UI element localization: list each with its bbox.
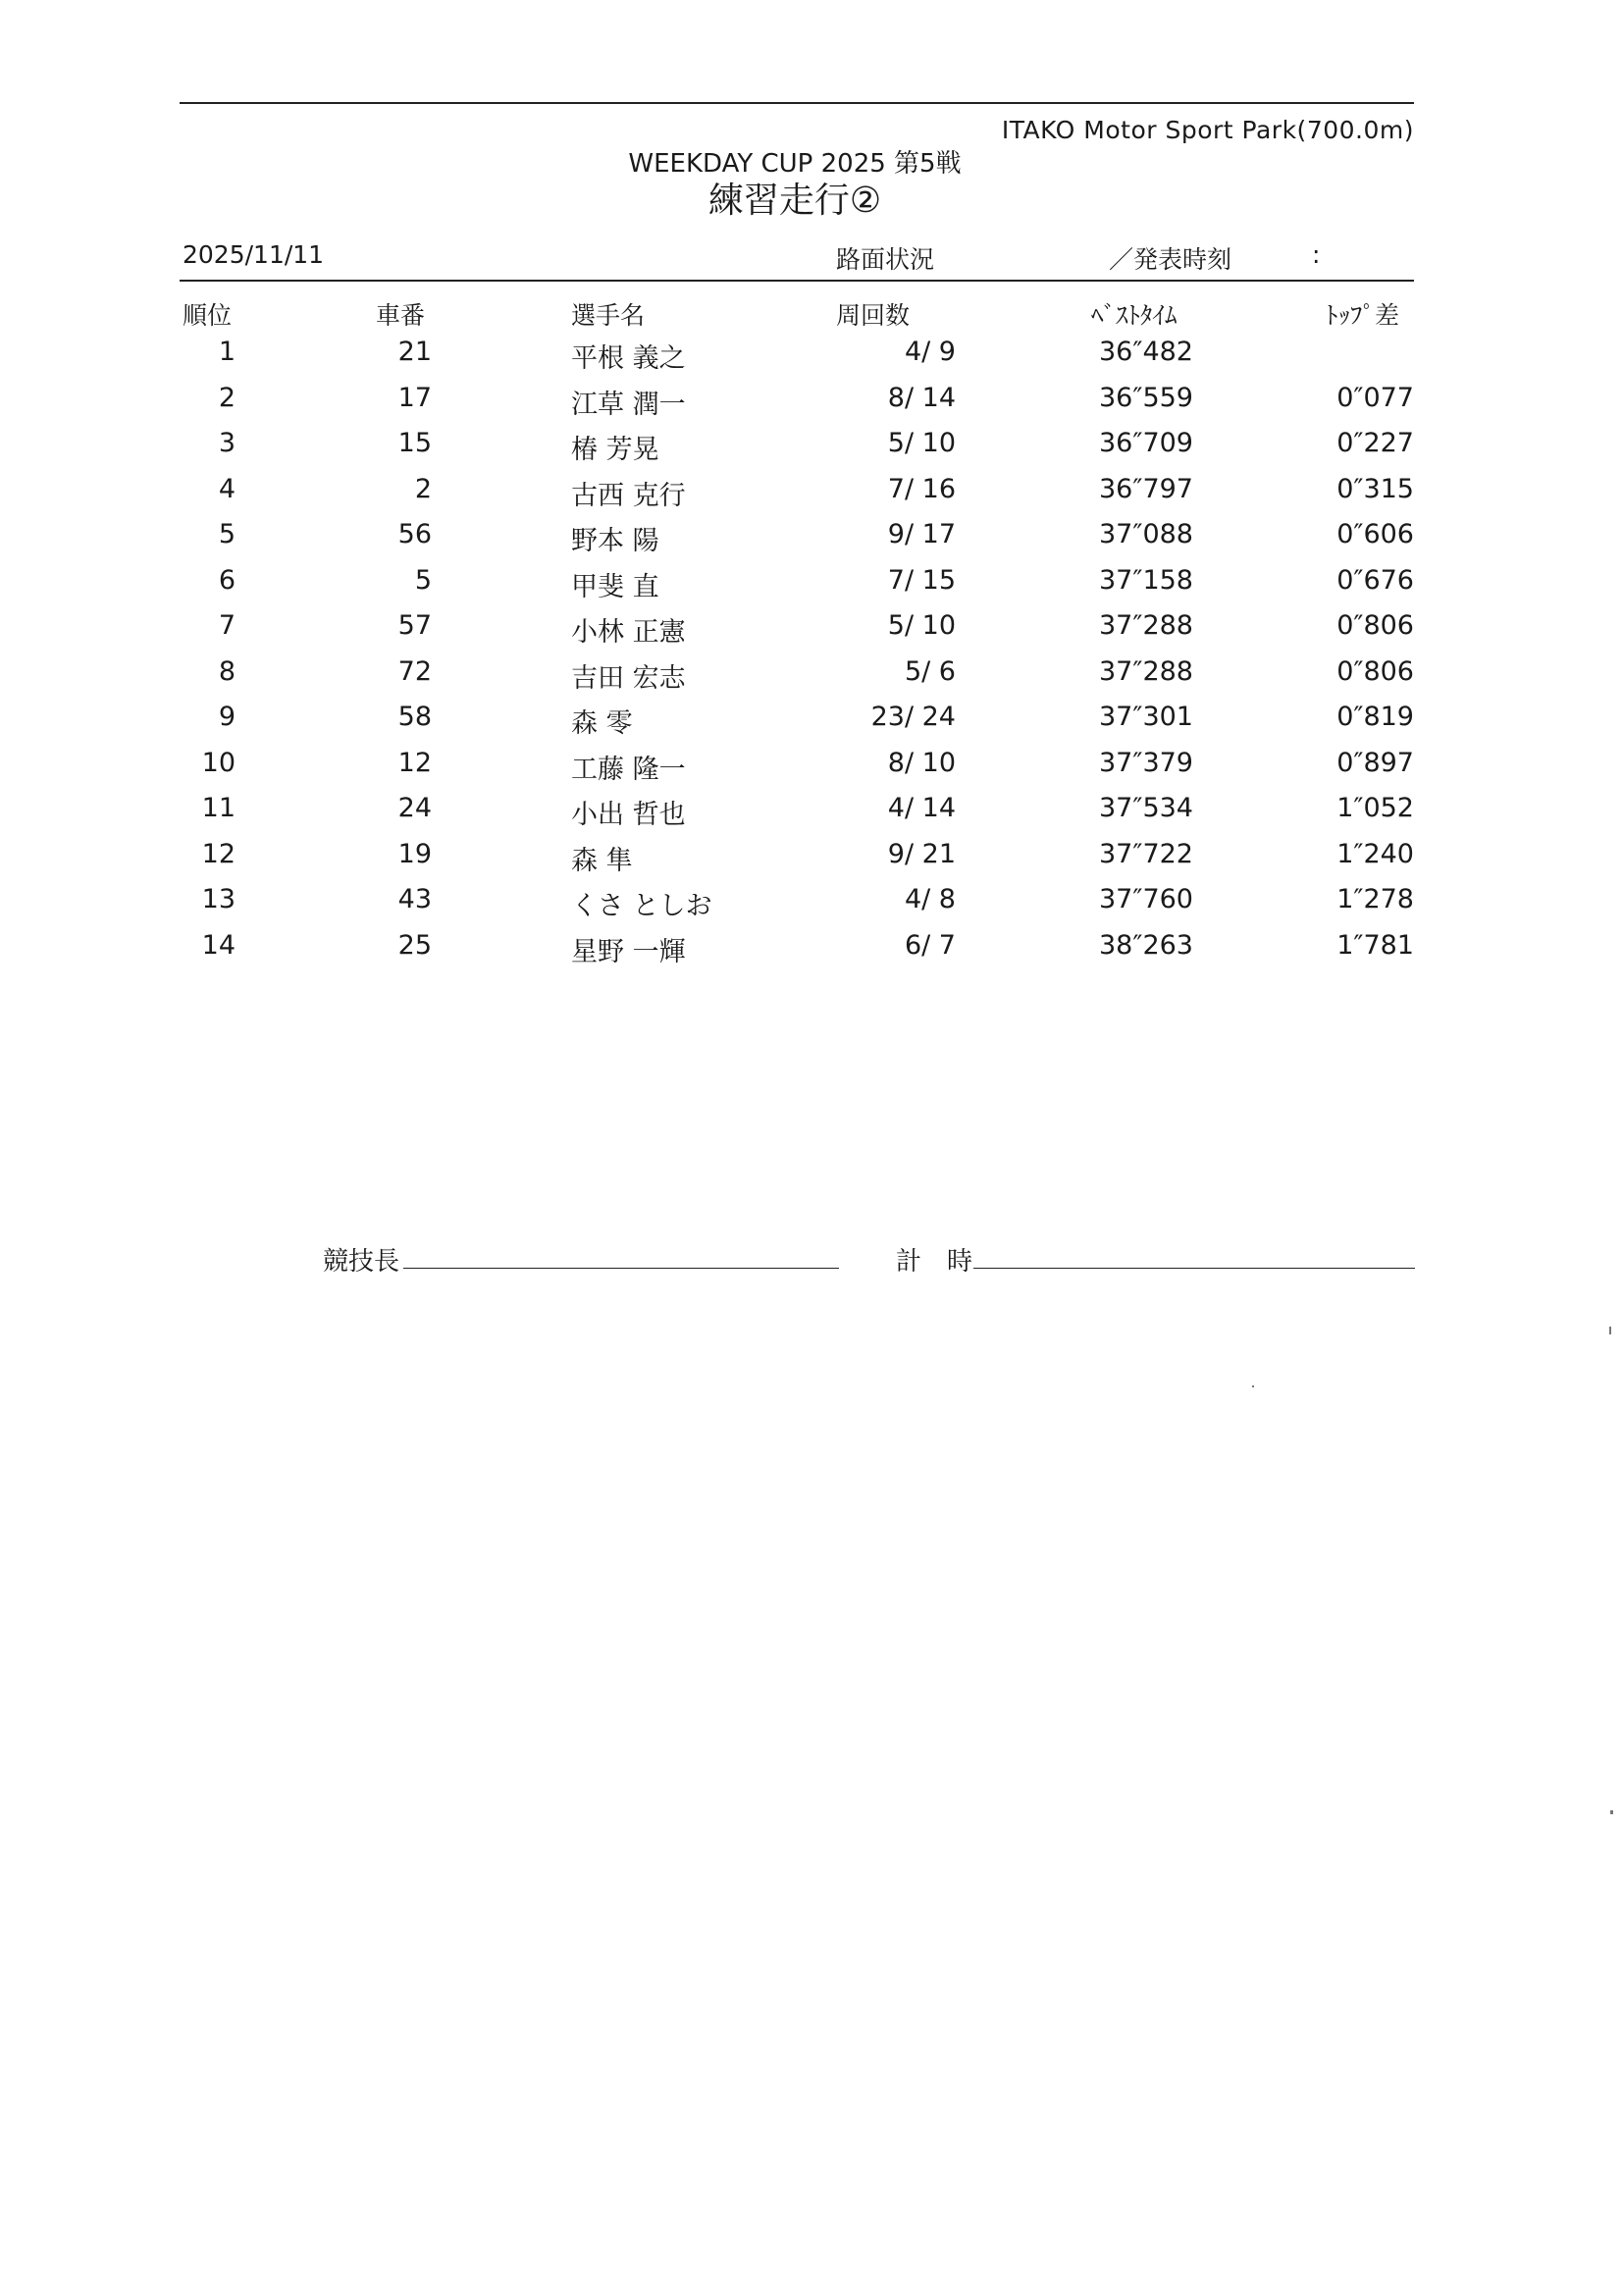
table-row	[0, 337, 1623, 383]
cell-gap: 0″676	[1336, 564, 1414, 596]
cell-best-time: 36″482	[1099, 337, 1193, 367]
column-header-gap: ﾄｯﾌﾟ差	[1326, 301, 1400, 330]
cell-driver: 吉田 宏志	[571, 662, 686, 694]
cell-position: 4	[218, 473, 236, 504]
cell-car-number: 56	[397, 519, 432, 549]
cell-position: 12	[201, 838, 236, 869]
cell-position: 13	[201, 884, 236, 914]
cell-position: 11	[201, 793, 236, 823]
race-director-signature-line	[403, 1268, 839, 1269]
cell-driver: 椿 芳晃	[571, 435, 659, 465]
cell-driver: くさ としお	[571, 891, 712, 921]
cell-laps: 6/ 7	[904, 929, 956, 961]
cell-gap: 1″781	[1336, 929, 1414, 961]
timing-label: 計 時	[896, 1247, 973, 1277]
cell-driver: 野本 陽	[571, 526, 659, 556]
session-title: 練習走行②	[707, 181, 882, 221]
scan-mark	[1252, 1385, 1254, 1387]
cell-laps: 4/ 8	[904, 884, 956, 914]
cell-car-number: 58	[397, 702, 432, 732]
cell-best-time: 37″288	[1099, 655, 1193, 687]
cell-best-time: 36″709	[1099, 428, 1193, 458]
cell-car-number: 12	[397, 747, 432, 778]
cell-car-number: 21	[397, 337, 432, 367]
column-header-best-time: ﾍﾞｽﾄﾀｲﾑ	[1091, 301, 1178, 330]
cell-car-number: 19	[397, 838, 432, 869]
cell-position: 8	[218, 655, 236, 687]
date: 2025/11/11	[183, 240, 325, 269]
cell-gap: 0″606	[1336, 519, 1414, 549]
cell-position: 6	[218, 564, 236, 596]
cell-gap: 0″819	[1336, 702, 1414, 732]
table-row	[0, 884, 1623, 930]
cell-driver: 星野 一輝	[571, 936, 686, 967]
cell-car-number: 25	[397, 929, 432, 961]
cell-car-number: 17	[397, 382, 432, 413]
cell-car-number: 24	[397, 793, 432, 823]
cell-laps: 5/ 10	[887, 610, 956, 641]
cell-position: 2	[218, 382, 236, 413]
cell-driver: 江草 潤一	[571, 389, 686, 420]
table-row	[0, 474, 1623, 520]
cell-best-time: 37″379	[1099, 747, 1193, 778]
cell-best-time: 36″559	[1099, 382, 1193, 413]
cell-best-time: 37″158	[1099, 564, 1193, 596]
column-header-position: 順位	[183, 301, 233, 330]
cell-car-number: 57	[397, 610, 432, 641]
cell-car-number: 43	[397, 884, 432, 914]
cell-laps: 8/ 14	[887, 382, 956, 413]
road-condition-label: 路面状況	[836, 245, 935, 274]
column-header-car-number: 車番	[376, 301, 426, 330]
cell-laps: 8/ 10	[887, 747, 956, 778]
cell-position: 5	[218, 519, 236, 549]
cell-laps: 4/ 9	[904, 337, 956, 367]
table-row	[0, 839, 1623, 885]
cell-driver: 甲斐 直	[571, 571, 659, 602]
cell-gap: 0″077	[1336, 382, 1414, 413]
cell-driver: 森 零	[571, 708, 633, 739]
cell-laps: 9/ 17	[887, 519, 956, 549]
header-rule	[180, 280, 1414, 282]
venue-name: ITAKO Motor Sport Park(700.0m)	[1001, 116, 1414, 144]
top-rule	[180, 102, 1414, 104]
announce-time-value: :	[1312, 240, 1321, 269]
table-row	[0, 748, 1623, 794]
cell-gap: 1″278	[1336, 884, 1414, 914]
cell-laps: 9/ 21	[887, 838, 956, 869]
cell-best-time: 38″263	[1099, 929, 1193, 961]
announce-time-label: ／発表時刻	[1109, 245, 1232, 274]
cell-gap: 1″052	[1336, 793, 1414, 823]
column-header-driver: 選手名	[571, 301, 646, 330]
cell-driver: 小出 哲也	[571, 800, 686, 830]
cell-laps: 4/ 14	[887, 793, 956, 823]
table-row	[0, 702, 1623, 748]
table-row	[0, 428, 1623, 474]
cell-position: 9	[218, 702, 236, 732]
cell-driver: 古西 克行	[571, 480, 686, 511]
cell-gap: 1″240	[1336, 838, 1414, 869]
cell-gap: 0″897	[1336, 747, 1414, 778]
table-row	[0, 610, 1623, 656]
cell-gap: 0″227	[1336, 428, 1414, 458]
cell-position: 10	[201, 747, 236, 778]
cell-driver: 平根 義之	[571, 343, 686, 374]
timing-signature-line	[973, 1268, 1415, 1269]
cell-car-number: 15	[397, 428, 432, 458]
column-header-laps: 周回数	[836, 301, 911, 330]
cell-gap: 0″315	[1336, 473, 1414, 504]
cell-position: 7	[218, 610, 236, 641]
table-row	[0, 383, 1623, 429]
table-row	[0, 519, 1623, 565]
cell-best-time: 37″722	[1099, 838, 1193, 869]
table-row	[0, 793, 1623, 839]
cell-best-time: 36″797	[1099, 473, 1193, 504]
results-table	[0, 337, 1623, 975]
table-row	[0, 565, 1623, 611]
table-row	[0, 656, 1623, 703]
cell-position: 14	[201, 929, 236, 961]
cell-laps: 5/ 6	[904, 655, 956, 687]
cell-car-number: 72	[397, 655, 432, 687]
cell-laps: 7/ 15	[887, 564, 956, 596]
cell-best-time: 37″088	[1099, 519, 1193, 549]
cell-driver: 工藤 隆一	[571, 754, 686, 785]
scan-mark	[1609, 1327, 1611, 1334]
cell-car-number: 2	[414, 473, 432, 504]
cell-laps: 7/ 16	[887, 473, 956, 504]
race-director-label: 競技長	[323, 1247, 400, 1277]
cell-best-time: 37″288	[1099, 610, 1193, 641]
cell-car-number: 5	[414, 564, 432, 596]
cell-best-time: 37″760	[1099, 884, 1193, 914]
cell-best-time: 37″534	[1099, 793, 1193, 823]
cell-gap: 0″806	[1336, 610, 1414, 641]
cell-best-time: 37″301	[1099, 702, 1193, 732]
event-title: WEEKDAY CUP 2025 第5戦	[628, 149, 962, 179]
cell-laps: 5/ 10	[887, 428, 956, 458]
cell-position: 1	[218, 337, 236, 367]
cell-driver: 小林 正憲	[571, 617, 686, 648]
table-row	[0, 930, 1623, 976]
scan-mark	[1610, 1810, 1613, 1814]
cell-laps: 23/ 24	[870, 702, 956, 732]
cell-driver: 森 隼	[571, 845, 633, 876]
cell-gap: 0″806	[1336, 655, 1414, 687]
cell-position: 3	[218, 428, 236, 458]
